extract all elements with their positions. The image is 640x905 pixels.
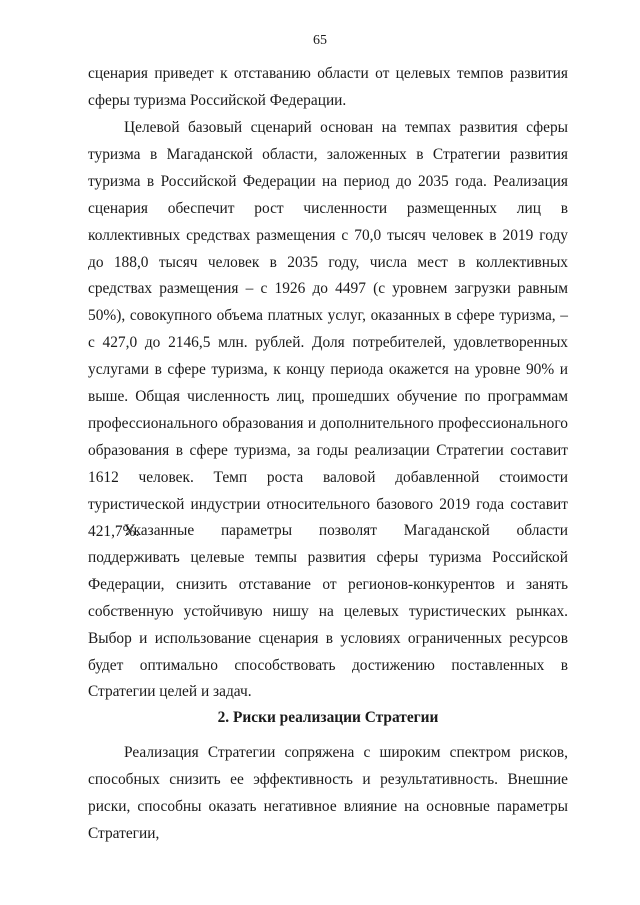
paragraph-continuation: сценария приведет к отставанию области от целевых темпов развития сферы туризма Российской Федерации. bbox=[88, 65, 568, 109]
paragraph-baseline-scenario: Целевой базовый сценарий основан на темпах развития сферы туризма в Магаданской области, заложенных в Стратегии развития туризма в Российской Федерации на период до 2035 года. Реализация сценария обеспечит рост численности размещенных лиц в коллективных средствах размещения с 70,0 тысяч человек в 2019 году до 188,0 тысяч человек в 2035 году, числа мест в коллективных средствах размещения – с 1926 до 4497 (с уровнем загрузки равным 50%), совокупного объема платных услуг, оказанных в сфере туризма, – с 427,0 до 2146,5 млн. рублей. Доля потребителей, удовлетворенных услугами в сфере туризма, к концу периода окажется на уровне 90% и выше. Общая численность лиц, прошедших обучение по программам профессионального образования и дополнительного профессионального образования в сфере туризма, за годы реализации Стратегии составит 1612 человек. Темп роста валовой добавленной стоимости туристической индустрии относительного базового 2019 года составит 421,7%. bbox=[88, 119, 568, 540]
paragraph-parameters: Указанные параметры позволят Магаданской области поддерживать целевые темпы развития сферы туризма Российской Федерации, снизить отставание от регионов-конкурентов и занять собственную устойчивую нишу на целевых туристических рынках. Выбор и использование сценария в условиях ограниченных ресурсов будет оптимально способствовать достижению поставленных в Стратегии целей и задач. bbox=[88, 522, 568, 701]
page-number: 65 bbox=[313, 33, 327, 48]
paragraph-risks-intro: Реализация Стратегии сопряжена с широким спектром рисков, способных снизить ее эффективность и результативность. Внешние риски, способны оказать негативное влияние на основные параметры Стратегии, bbox=[88, 744, 568, 842]
section-heading: 2. Риски реализации Стратегии bbox=[217, 709, 439, 726]
